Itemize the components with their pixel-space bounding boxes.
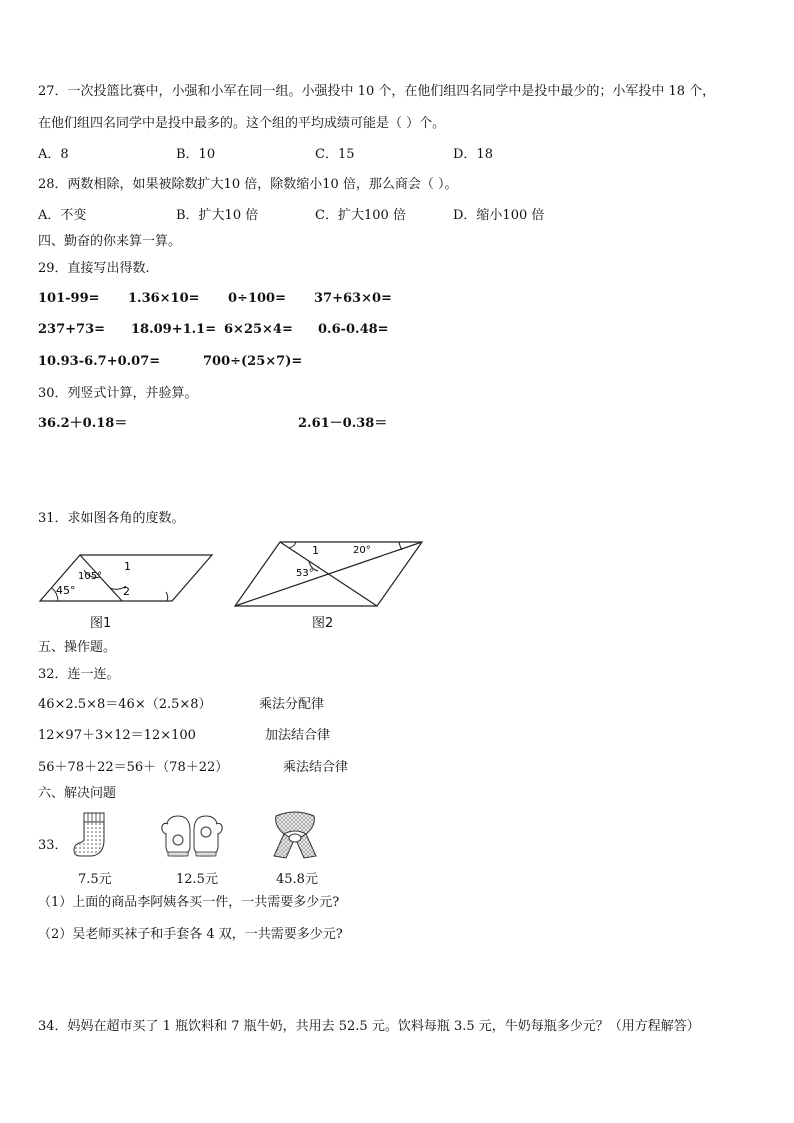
figure-2-parallelogram	[232, 538, 426, 610]
q33-sub1: （1）上面的商品李阿姨各买一件，一共需要多少元?	[38, 895, 340, 910]
q29-expr: 0.6-0.48=	[318, 322, 389, 337]
q27-option-a: A．8	[38, 147, 69, 162]
q29-expr: 37+63×0=	[314, 291, 392, 306]
q30-item: 2.61－0.38＝	[298, 416, 388, 431]
fig2-angle-53: 53°	[296, 568, 314, 579]
section-6-heading: 六、解决问题	[38, 786, 117, 801]
q32-text: 32．连一连。	[38, 667, 120, 682]
figure-2-caption: 图2	[312, 616, 334, 631]
q34-text: 34．妈妈在超市买了 1 瓶饮料和 7 瓶牛奶，共用去 52.5 元。饮料每瓶 3.5 元，牛奶每瓶多少元？（用方程解答）	[38, 1019, 700, 1034]
sock-icon	[70, 810, 116, 862]
q27-option-c: C．15	[315, 147, 355, 162]
fig1-angle-2: 2	[123, 585, 130, 598]
q29-expr: 0÷100=	[228, 291, 286, 306]
section-5-heading: 五、操作题。	[38, 640, 117, 655]
figure-1-parallelogram	[36, 548, 216, 608]
fig2-angle-20: 20°	[353, 545, 371, 556]
q27-option-d: D．18	[453, 147, 493, 162]
fig1-angle-105: 105°	[78, 571, 103, 582]
q27-option-b: B．10	[176, 147, 216, 162]
q27-line2: 在他们组四名同学中是投中最多的。这个组的平均成绩可能是（ ）个。	[38, 116, 446, 131]
mittens-icon	[160, 810, 224, 862]
sock-price: 7.5元	[78, 872, 112, 887]
q28-option-d: D．缩小100 倍	[453, 208, 545, 223]
scarf-price: 45.8元	[276, 872, 318, 887]
q30-text: 30．列竖式计算，并验算。	[38, 386, 198, 401]
q29-expr: 237+73=	[38, 322, 106, 337]
q29-text: 29．直接写出得数.	[38, 261, 150, 276]
q31-text: 31．求如图各角的度数。	[38, 511, 185, 526]
q27-line1: 27．一次投篮比赛中，小强和小军在同一组。小强投中 10 个，在他们组四名同学中是投中最少的；小军投中 18 个，	[38, 84, 716, 99]
q28-option-a: A．不变	[38, 208, 87, 223]
q32-left-item: 46×2.5×8＝46×（2.5×8）	[38, 697, 212, 712]
q33-sub2: （2）吴老师买袜子和手套各 4 双，一共需要多少元?	[38, 927, 343, 942]
fig1-angle-45: 45°	[56, 584, 76, 597]
q29-expr: 18.09+1.1=	[131, 322, 217, 337]
q29-expr: 101-99=	[38, 291, 100, 306]
q32-left-item: 56＋78＋22＝56＋（78＋22）	[38, 760, 229, 775]
q28-option-b: B．扩大10 倍	[176, 208, 259, 223]
fig2-angle-1: 1	[312, 544, 319, 557]
mittens-price: 12.5元	[176, 872, 218, 887]
scarf-icon	[266, 806, 324, 864]
q29-expr: 700÷(25×7)=	[203, 354, 303, 369]
q28-text: 28．两数相除，如果被除数扩大10 倍，除数缩小10 倍，那么商会（ ）。	[38, 177, 458, 192]
q29-expr: 10.93-6.7+0.07=	[38, 354, 161, 369]
q32-right-item: 乘法分配律	[259, 697, 325, 712]
q32-right-item: 乘法结合律	[283, 760, 349, 775]
q32-right-item: 加法结合律	[265, 728, 331, 743]
q29-expr: 6×25×4=	[224, 322, 293, 337]
q29-expr: 1.36×10=	[128, 291, 200, 306]
section-4-heading: 四、勤奋的你来算一算。	[38, 234, 182, 249]
figure-1-caption: 图1	[90, 616, 112, 631]
q28-option-c: C．扩大100 倍	[315, 208, 406, 223]
q33-number: 33．	[38, 838, 68, 853]
fig1-angle-1: 1	[124, 560, 131, 573]
q30-item: 36.2＋0.18＝	[38, 416, 128, 431]
q32-left-item: 12×97＋3×12＝12×100	[38, 728, 196, 743]
